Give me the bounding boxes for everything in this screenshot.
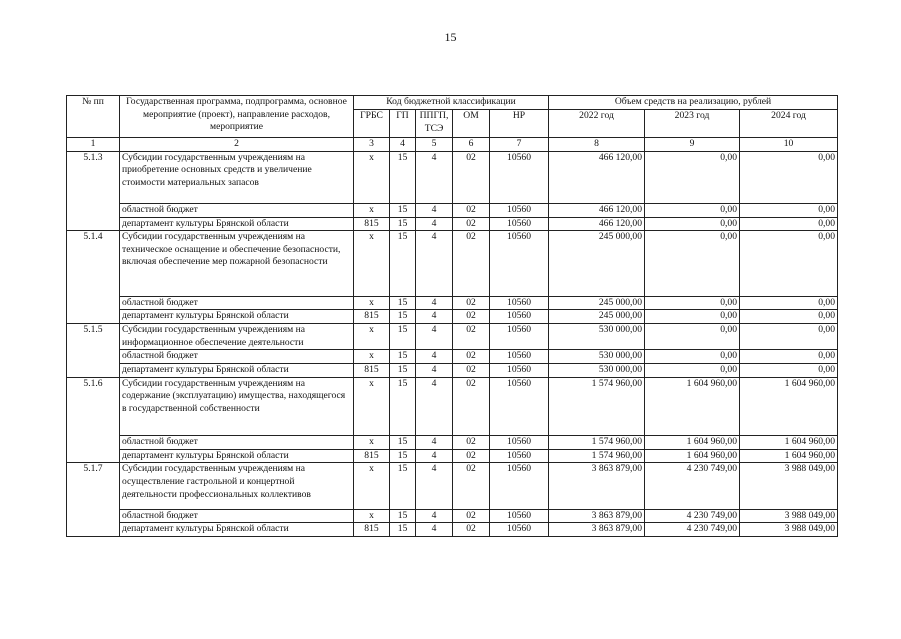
row-number <box>67 523 120 537</box>
row-number: 5.1.7 <box>67 463 120 510</box>
row-description: Субсидии государственным учреждениям на информационное обеспечение деятельности <box>120 323 354 350</box>
row-2024: 0,00 <box>740 296 838 310</box>
row-grbs: х <box>354 350 390 364</box>
row-2023: 0,00 <box>645 310 740 324</box>
row-ppgp: 4 <box>416 323 453 350</box>
row-gp: 15 <box>390 523 416 537</box>
row-2024: 3 988 049,00 <box>740 523 838 537</box>
row-2023: 0,00 <box>645 204 740 218</box>
row-gp: 15 <box>390 296 416 310</box>
row-2024: 3 988 049,00 <box>740 463 838 510</box>
row-2023: 0,00 <box>645 364 740 378</box>
column-number: 2 <box>120 138 354 152</box>
row-description: департамент культуры Брянской области <box>120 523 354 537</box>
row-2024: 0,00 <box>740 350 838 364</box>
table-row <box>67 310 838 324</box>
row-grbs: х <box>354 204 390 218</box>
row-nr: 10560 <box>490 350 549 364</box>
row-2023: 0,00 <box>645 217 740 231</box>
row-number: 5.1.4 <box>67 231 120 297</box>
row-2024: 0,00 <box>740 231 838 297</box>
row-2022: 466 120,00 <box>549 217 645 231</box>
row-grbs: х <box>354 377 390 436</box>
header-name: Государственная программа, подпрограмма, основное мероприятие (проект), направление расходов, мероприятие <box>120 96 354 138</box>
row-2023: 1 604 960,00 <box>645 436 740 450</box>
row-om: 02 <box>453 217 490 231</box>
row-gp: 15 <box>390 436 416 450</box>
row-description: департамент культуры Брянской области <box>120 217 354 231</box>
row-ppgp: 4 <box>416 350 453 364</box>
row-2022: 530 000,00 <box>549 350 645 364</box>
row-2023: 4 230 749,00 <box>645 523 740 537</box>
row-number <box>67 217 120 231</box>
row-gp: 15 <box>390 323 416 350</box>
row-om: 02 <box>453 204 490 218</box>
row-2024: 0,00 <box>740 204 838 218</box>
row-grbs: х <box>354 323 390 350</box>
row-description: Субсидии государственным учреждениям на осуществление гастрольной и концертной деятельности профессиональных коллективов <box>120 463 354 510</box>
row-2024: 0,00 <box>740 323 838 350</box>
row-2023: 4 230 749,00 <box>645 463 740 510</box>
row-2022: 3 863 879,00 <box>549 523 645 537</box>
row-nr: 10560 <box>490 323 549 350</box>
column-number: 8 <box>549 138 645 152</box>
table-row <box>67 296 838 310</box>
row-2023: 0,00 <box>645 151 740 204</box>
row-ppgp: 4 <box>416 231 453 297</box>
table-row <box>67 204 838 218</box>
row-2024: 0,00 <box>740 151 838 204</box>
column-numbers-row <box>67 138 838 152</box>
row-gp: 15 <box>390 463 416 510</box>
row-grbs: 815 <box>354 449 390 463</box>
row-om: 02 <box>453 377 490 436</box>
row-gp: 15 <box>390 310 416 324</box>
row-ppgp: 4 <box>416 449 453 463</box>
row-om: 02 <box>453 449 490 463</box>
row-om: 02 <box>453 323 490 350</box>
row-ppgp: 4 <box>416 509 453 523</box>
row-om: 02 <box>453 523 490 537</box>
row-om: 02 <box>453 436 490 450</box>
row-number <box>67 364 120 378</box>
header-no: № пп <box>67 96 120 138</box>
row-ppgp: 4 <box>416 310 453 324</box>
header-code: Код бюджетной классификации <box>354 96 549 110</box>
row-om: 02 <box>453 350 490 364</box>
row-gp: 15 <box>390 217 416 231</box>
row-2022: 1 574 960,00 <box>549 436 645 450</box>
row-ppgp: 4 <box>416 523 453 537</box>
row-number: 5.1.3 <box>67 151 120 204</box>
row-2024: 0,00 <box>740 364 838 378</box>
row-2023: 0,00 <box>645 296 740 310</box>
table-row <box>67 364 838 378</box>
row-nr: 10560 <box>490 463 549 510</box>
row-2022: 1 574 960,00 <box>549 377 645 436</box>
row-2023: 0,00 <box>645 231 740 297</box>
table-row <box>67 151 838 204</box>
table-row <box>67 231 838 297</box>
column-number: 7 <box>490 138 549 152</box>
row-number <box>67 310 120 324</box>
row-nr: 10560 <box>490 151 549 204</box>
row-2024: 1 604 960,00 <box>740 377 838 436</box>
table-row <box>67 350 838 364</box>
row-gp: 15 <box>390 509 416 523</box>
page-number: 15 <box>444 30 457 44</box>
row-gp: 15 <box>390 231 416 297</box>
row-grbs: х <box>354 296 390 310</box>
row-nr: 10560 <box>490 217 549 231</box>
column-number: 3 <box>354 138 390 152</box>
column-number: 1 <box>67 138 120 152</box>
row-description: Субсидии государственным учреждениям на содержание (эксплуатацию) имущества, находящегося в государственной собственности <box>120 377 354 436</box>
row-om: 02 <box>453 231 490 297</box>
row-2023: 1 604 960,00 <box>645 377 740 436</box>
row-gp: 15 <box>390 151 416 204</box>
row-grbs: х <box>354 231 390 297</box>
row-description: областной бюджет <box>120 296 354 310</box>
row-grbs: х <box>354 509 390 523</box>
table-row <box>67 449 838 463</box>
row-ppgp: 4 <box>416 364 453 378</box>
row-2023: 1 604 960,00 <box>645 449 740 463</box>
row-2022: 3 863 879,00 <box>549 509 645 523</box>
row-2022: 530 000,00 <box>549 323 645 350</box>
table-row <box>67 523 838 537</box>
row-om: 02 <box>453 463 490 510</box>
row-nr: 10560 <box>490 523 549 537</box>
row-description: департамент культуры Брянской области <box>120 310 354 324</box>
row-ppgp: 4 <box>416 296 453 310</box>
row-nr: 10560 <box>490 364 549 378</box>
row-2022: 466 120,00 <box>549 204 645 218</box>
row-ppgp: 4 <box>416 217 453 231</box>
row-gp: 15 <box>390 350 416 364</box>
column-number: 4 <box>390 138 416 152</box>
row-ppgp: 4 <box>416 463 453 510</box>
column-number: 9 <box>645 138 740 152</box>
table-row <box>67 509 838 523</box>
header-volume: Объем средств на реализацию, рублей <box>549 96 838 110</box>
row-gp: 15 <box>390 364 416 378</box>
header-grbs: ГРБС <box>354 110 390 138</box>
table-row <box>67 217 838 231</box>
row-2024: 1 604 960,00 <box>740 436 838 450</box>
budget-table <box>66 95 838 537</box>
row-nr: 10560 <box>490 204 549 218</box>
row-ppgp: 4 <box>416 436 453 450</box>
row-ppgp: 4 <box>416 151 453 204</box>
row-2022: 245 000,00 <box>549 231 645 297</box>
row-description: областной бюджет <box>120 509 354 523</box>
row-description: областной бюджет <box>120 436 354 450</box>
row-2022: 3 863 879,00 <box>549 463 645 510</box>
row-om: 02 <box>453 310 490 324</box>
row-grbs: х <box>354 436 390 450</box>
row-nr: 10560 <box>490 231 549 297</box>
row-nr: 10560 <box>490 436 549 450</box>
row-grbs: х <box>354 463 390 510</box>
row-description: Субсидии государственным учреждениям на приобретение основных средств и увеличение стоимости материальных запасов <box>120 151 354 204</box>
row-2024: 1 604 960,00 <box>740 449 838 463</box>
row-number <box>67 436 120 450</box>
row-grbs: 815 <box>354 364 390 378</box>
row-gp: 15 <box>390 449 416 463</box>
header-nr: НР <box>490 110 549 138</box>
row-nr: 10560 <box>490 310 549 324</box>
row-grbs: 815 <box>354 310 390 324</box>
row-description: Субсидии государственным учреждениям на техническое оснащение и обеспечение безопасности, включая обеспечение мер пожарной безопасности <box>120 231 354 297</box>
row-2022: 466 120,00 <box>549 151 645 204</box>
row-om: 02 <box>453 364 490 378</box>
row-2022: 245 000,00 <box>549 296 645 310</box>
header-om: ОМ <box>453 110 490 138</box>
row-gp: 15 <box>390 204 416 218</box>
row-description: областной бюджет <box>120 204 354 218</box>
row-nr: 10560 <box>490 296 549 310</box>
table-row <box>67 463 838 510</box>
row-number <box>67 350 120 364</box>
row-number <box>67 296 120 310</box>
row-grbs: 815 <box>354 217 390 231</box>
row-grbs: х <box>354 151 390 204</box>
row-2023: 4 230 749,00 <box>645 509 740 523</box>
row-nr: 10560 <box>490 449 549 463</box>
row-om: 02 <box>453 296 490 310</box>
header-2022: 2022 год <box>549 110 645 138</box>
row-om: 02 <box>453 151 490 204</box>
row-grbs: 815 <box>354 523 390 537</box>
row-number <box>67 509 120 523</box>
row-number: 5.1.6 <box>67 377 120 436</box>
row-2022: 1 574 960,00 <box>549 449 645 463</box>
row-2024: 0,00 <box>740 310 838 324</box>
row-2023: 0,00 <box>645 323 740 350</box>
row-nr: 10560 <box>490 509 549 523</box>
row-gp: 15 <box>390 377 416 436</box>
header-ppgp: ППГП, ТСЭ <box>416 110 453 138</box>
table-row <box>67 377 838 436</box>
column-number: 5 <box>416 138 453 152</box>
header-2023: 2023 год <box>645 110 740 138</box>
column-number: 10 <box>740 138 838 152</box>
row-nr: 10560 <box>490 377 549 436</box>
row-om: 02 <box>453 509 490 523</box>
row-2024: 0,00 <box>740 217 838 231</box>
table-row <box>67 436 838 450</box>
row-description: областной бюджет <box>120 350 354 364</box>
row-number: 5.1.5 <box>67 323 120 350</box>
row-2022: 530 000,00 <box>549 364 645 378</box>
row-number <box>67 449 120 463</box>
header-gp: ГП <box>390 110 416 138</box>
table-row <box>67 323 838 350</box>
row-2024: 3 988 049,00 <box>740 509 838 523</box>
row-description: департамент культуры Брянской области <box>120 449 354 463</box>
column-number: 6 <box>453 138 490 152</box>
header-2024: 2024 год <box>740 110 838 138</box>
row-2022: 245 000,00 <box>549 310 645 324</box>
row-description: департамент культуры Брянской области <box>120 364 354 378</box>
row-ppgp: 4 <box>416 377 453 436</box>
row-number <box>67 204 120 218</box>
row-2023: 0,00 <box>645 350 740 364</box>
row-ppgp: 4 <box>416 204 453 218</box>
